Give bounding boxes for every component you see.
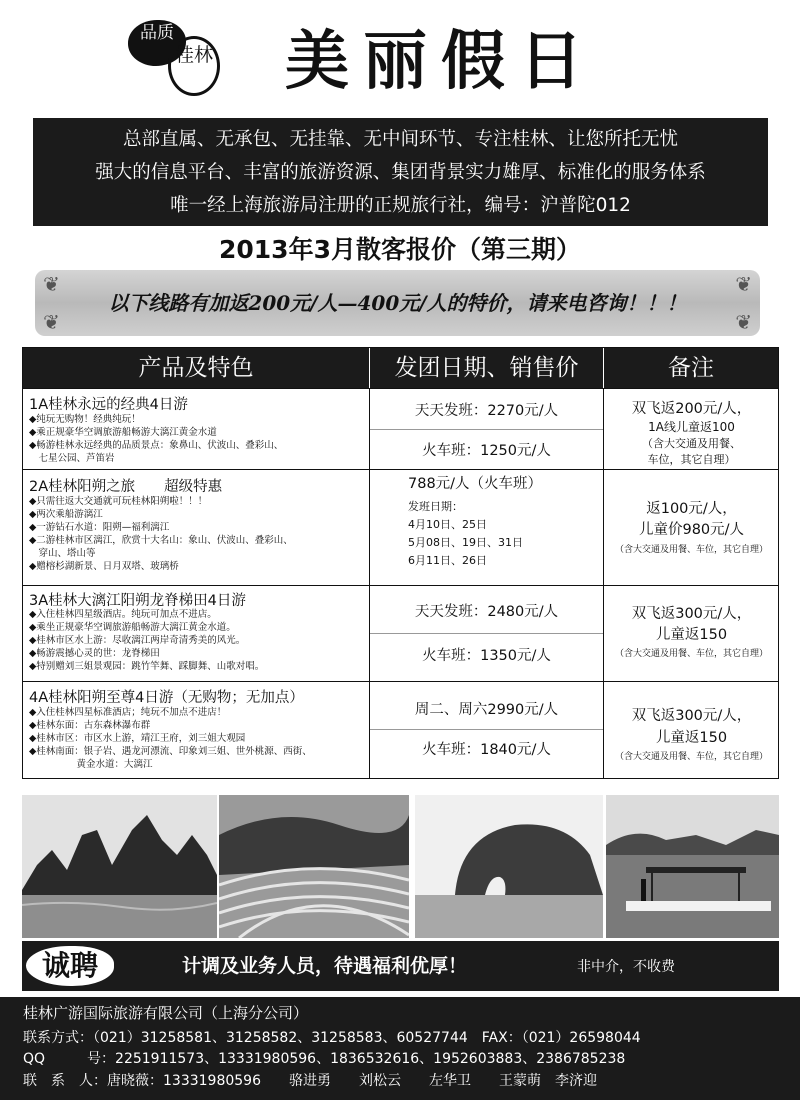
photo-karst-river [22, 795, 217, 938]
note: （含大交通及用餐、车位，其它自理） [614, 649, 768, 659]
recruit-subtext: 非中介，不收费 [577, 959, 675, 975]
note: 双飞返300元/人， [631, 708, 752, 724]
contact-phones: 联系方式：（021）31258581、31258582、31258583、60527744 FAX：（021）26598044 [23, 1030, 641, 1046]
flourish-icon: ❦ [735, 272, 752, 296]
photo-bamboo-raft [606, 795, 779, 938]
product-feature: ◆赠榕杉湖新景、日月双塔、玻璃桥 [29, 561, 179, 572]
photo-rice-terraces [219, 795, 409, 938]
product-feature: 黄金水道：大漓江 [29, 759, 153, 770]
photo-elephant-hill [415, 795, 603, 938]
note: （含大交通及用餐、 [642, 437, 741, 450]
product-title: 1A桂林永远的经典4日游 [29, 397, 188, 413]
price: 天天发班：2480元/人 [414, 604, 559, 620]
note: 车位，其它自理） [647, 453, 736, 466]
product-title: 2A桂林阳朔之旅 超级特惠 [29, 479, 223, 495]
product-feature: ◆乘正规豪华空调旅游船畅游大漓江黄金水道 [29, 427, 217, 438]
column-header: 产品及特色 [23, 348, 369, 388]
product-title: 4A桂林阳朔至尊4日游（无购物；无加点） [29, 690, 304, 706]
note: 儿童返150 [655, 627, 728, 643]
product-feature: ◆畅游震撼心灵的世：龙脊梯田 [29, 648, 160, 659]
note: （含大交通及用餐、车位，其它自理） [614, 545, 768, 555]
departure-dates: 发班日期： [408, 500, 463, 513]
recruit-text: 计调及业务人员，待遇福利优厚！ [182, 955, 468, 977]
special-offer-bar [35, 270, 760, 336]
note: 1A线儿童返100 [648, 420, 735, 434]
slogan-banner [33, 118, 768, 226]
price: 火车班：1350元/人 [422, 648, 551, 664]
price: 火车班：1250元/人 [422, 443, 551, 459]
product-title: 3A桂林大漓江阳朔龙脊梯田4日游 [29, 593, 246, 609]
product-feature: ◆桂林市区水上游：尽收漓江两岸奇清秀美的风光。 [29, 635, 246, 646]
contact-qq: QQ 号：2251911573、13331980596、1836532616、1952603883、2386785238 [23, 1051, 626, 1067]
headline: 美丽假日 [285, 24, 597, 99]
slogan-line: 唯一经上海旅游局注册的正规旅行社，编号：沪普陀012 [170, 195, 631, 216]
price: 天天发班：2270元/人 [414, 403, 559, 419]
note: 返100元/人， [646, 501, 737, 517]
product-feature: 穿山、塔山等 [29, 548, 96, 559]
product-feature: ◆桂林南面：银子岩、遇龙河漂流、印象刘三姐、世外桃源、西街、 [29, 746, 312, 757]
note: 双飞返200元/人， [631, 401, 752, 417]
table-row [23, 388, 778, 469]
logo-ring-text: 桂林 [168, 36, 220, 96]
note: 儿童返150 [655, 730, 728, 746]
note: （含大交通及用餐、车位，其它自理） [614, 752, 768, 762]
column-header: 备注 [604, 348, 778, 388]
product-feature: ◆两次乘船游漓江 [29, 509, 103, 520]
table-row [23, 681, 778, 778]
product-feature: ◆畅游桂林永远经典的品质景点：象鼻山、伏波山、叠彩山、 [29, 440, 284, 451]
slogan-line: 总部直属、无承包、无挂靠、无中间环节、专注桂林、让您所托无忧 [122, 129, 678, 150]
slogan-line: 强大的信息平台、丰富的旅游资源、集团背景实力雄厚、标准化的服务体系 [95, 162, 706, 183]
flourish-icon: ❦ [735, 310, 752, 334]
product-feature: 七星公园、芦笛岩 [29, 453, 115, 464]
departure-dates: 4月10日、25日 [408, 518, 487, 531]
issue-title: 2013年3月散客报价（第三期） [219, 235, 581, 264]
contact-footer [0, 997, 800, 1100]
price: 火车班：1840元/人 [422, 742, 551, 758]
product-feature: ◆二游桂林市区漓江，欣赏十大名山：象山、伏波山、叠彩山、 [29, 535, 293, 546]
company-name: 桂林广游国际旅游有限公司（上海分公司） [23, 1004, 309, 1022]
product-feature: ◆纯玩无购物！经典纯玩！ [29, 414, 141, 425]
logo-top-text: 品质 [128, 20, 186, 66]
note: 儿童价980元/人 [638, 522, 745, 538]
product-feature: ◆只需往返大交通就可玩桂林阳朔啦！！！ [29, 496, 208, 507]
contact-people: 联 系 人：唐晓薇：13331980596 骆进勇 刘松云 左华卫 王蒙萌 李济迎 [23, 1073, 597, 1089]
product-feature: ◆入住桂林四星级酒店。纯玩可加点不进店。 [29, 609, 217, 620]
special-offer-text: 以下线路有加返200元/人—400元/人的特价，请来电咨询！！！ [108, 291, 687, 315]
product-feature: ◆乘坐正规豪华空调旅游船畅游大漓江黄金水道。 [29, 622, 236, 633]
table-row [23, 469, 778, 585]
price: 周二、周六2990元/人 [414, 702, 559, 718]
table-row [23, 585, 778, 681]
price-table [22, 347, 779, 779]
product-feature: ◆一游钻石水道：阳朔—福利漓江 [29, 522, 170, 533]
product-feature: ◆入住桂林四星标准酒店；纯玩不加点不进店！ [29, 707, 227, 718]
note: 双飞返300元/人， [631, 606, 752, 622]
product-feature: ◆桂林东面：古东森林瀑布群 [29, 720, 151, 731]
product-feature: ◆特别赠刘三姐景观园：跳竹竿舞、踩脚舞、山歌对唱。 [29, 661, 265, 672]
column-header: 发团日期、销售价 [370, 348, 603, 388]
product-feature: ◆桂林市区：市区水上游，靖江王府，刘三姐大观园 [29, 733, 246, 744]
flourish-icon: ❦ [43, 310, 60, 334]
departure-dates: 6月11日、26日 [408, 554, 487, 567]
departure-dates: 5月08日、19日、31日 [408, 536, 523, 549]
recruitment-bar [22, 941, 779, 991]
flourish-icon: ❦ [43, 272, 60, 296]
recruit-badge: 诚聘 [26, 946, 114, 986]
price: 788元/人（火车班） [408, 476, 543, 492]
logo [122, 14, 222, 106]
